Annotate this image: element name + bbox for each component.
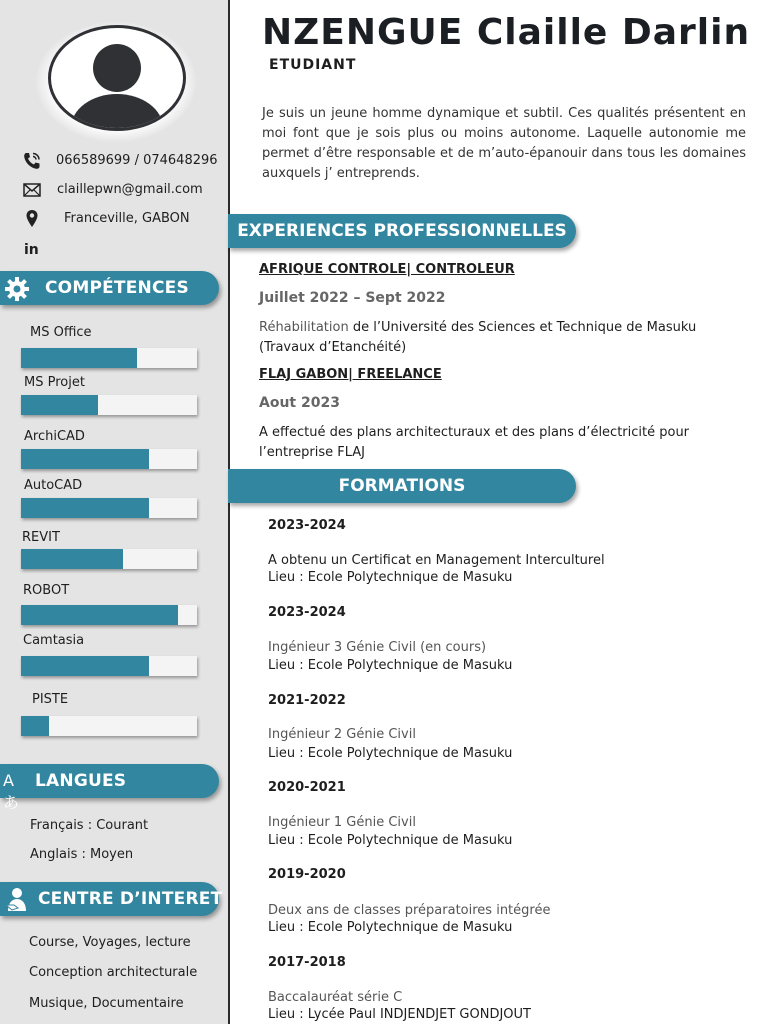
job-description-prefix: Réhabilitation (259, 320, 349, 335)
person-hand-icon (4, 887, 30, 913)
contact-phone (0, 150, 228, 172)
formation-year: 2021-2022 (268, 693, 346, 708)
job-date: Juillet 2022 – Sept 2022 (259, 290, 446, 306)
experiences-banner: EXPERIENCES PROFESSIONNELLES (228, 214, 576, 248)
formation-year: 2020-2021 (268, 780, 346, 795)
gear-icon (4, 276, 30, 302)
mail-icon (22, 180, 42, 200)
skill-bar-fill (21, 549, 123, 569)
interets-title: CENTRE D’INTERET (38, 889, 223, 909)
sidebar (0, 0, 228, 1024)
contact-location (0, 208, 228, 230)
langues-banner (0, 764, 219, 812)
skill-bar (21, 348, 197, 368)
intro-paragraph: Je suis un jeune homme dynamique et subtil. Ces qualités présentent en moi font que je sois plus ou moins autonome. Laquelle autonomie me permet d’être responsable et de m’auto-épanouir dans tous les domaines auxquels j’ entreprends. (262, 106, 746, 181)
skill-label: REVIT (22, 530, 60, 545)
phone-text: 066589699 / 074648296 (56, 153, 218, 168)
skill-bar (21, 549, 197, 569)
skill-label: ROBOT (23, 583, 70, 598)
formation-year: 2019-2020 (268, 867, 346, 882)
skill-bar (21, 498, 197, 518)
translate-icon: Aあ (3, 771, 20, 812)
page-title: NZENGUE Claille Darlin (262, 12, 751, 53)
interest-item: Course, Voyages, lecture (29, 935, 191, 950)
skill-label: MS Projet (24, 375, 85, 390)
formation-place: Lieu : Ecole Polytechnique de Masuku (268, 658, 513, 673)
skill-label: Camtasia (23, 633, 85, 648)
formation-place: Lieu : Ecole Polytechnique de Masuku (268, 570, 513, 585)
job-description-text: de l’Université des Sciences et Technique de Masuku (Travaux d’Etanchéité) (259, 320, 697, 355)
interest-item: Musique, Documentaire (29, 996, 184, 1011)
formation-title: Ingénieur 3 Génie Civil (en cours) (268, 640, 487, 655)
phone-icon (22, 151, 42, 171)
email-link[interactable]: claillepwn@gmail.com (57, 182, 203, 197)
skill-label: PISTE (32, 692, 69, 707)
avatar (36, 22, 196, 142)
language-item: Français : Courant (30, 818, 149, 833)
linkedin-icon[interactable]: in (24, 242, 39, 258)
formation-place: Lieu : Ecole Polytechnique de Masuku (268, 833, 513, 848)
job-description (259, 318, 743, 358)
skill-bar-fill (21, 395, 98, 415)
sidebar-divider (228, 0, 230, 1024)
skill-bar-fill (21, 348, 137, 368)
formation-title: Ingénieur 2 Génie Civil (268, 727, 416, 742)
job-role: ETUDIANT (269, 57, 357, 73)
formation-place: Lieu : Ecole Polytechnique de Masuku (268, 746, 513, 761)
skill-bar (21, 716, 197, 736)
job-date: Aout 2023 (259, 395, 340, 411)
job-title: AFRIQUE CONTROLE| CONTROLEUR (259, 262, 515, 277)
language-item: Anglais : Moyen (30, 847, 134, 862)
formation-place: Lieu : Lycée Paul INDJENDJET GONDJOUT (268, 1007, 531, 1022)
competences-banner (0, 271, 219, 305)
formation-year: 2023-2024 (268, 605, 346, 620)
job-description: A effectué des plans architecturaux et des plans d’électricité pour l’entreprise FLAJ (259, 425, 690, 460)
skill-label: MS Office (30, 325, 92, 340)
contact-email (0, 179, 228, 201)
skill-bar (21, 395, 197, 415)
langues-title: LANGUES (35, 771, 127, 791)
formation-title: A obtenu un Certificat en Management Interculturel (268, 553, 605, 568)
job-title: FLAJ GABON| FREELANCE (259, 367, 442, 382)
interest-item: Conception architecturale (29, 965, 198, 980)
skill-bar (21, 449, 197, 469)
skill-bar-fill (21, 449, 149, 469)
interets-banner (0, 882, 223, 916)
skill-bar-fill (21, 716, 49, 736)
skill-label: AutoCAD (24, 478, 83, 493)
formation-title: Ingénieur 1 Génie Civil (268, 815, 416, 830)
skill-bar-fill (21, 656, 149, 676)
location-text: Franceville, GABON (64, 211, 190, 226)
formation-title: Deux ans de classes préparatoires intégrée (268, 903, 551, 918)
skill-bar (21, 605, 197, 625)
formation-title: Baccalauréat série C (268, 990, 403, 1005)
competences-title: COMPÉTENCES (45, 278, 189, 298)
skill-bar-fill (21, 605, 178, 625)
skill-bar-fill (21, 498, 149, 518)
formation-year: 2017-2018 (268, 955, 346, 970)
skill-label: ArchiCAD (24, 429, 85, 444)
contact-linkedin[interactable] (0, 240, 228, 262)
avatar-user-icon (48, 25, 186, 131)
formation-year: 2023-2024 (268, 518, 346, 533)
location-pin-icon (22, 209, 42, 229)
formations-banner: FORMATIONS (228, 469, 576, 503)
skill-bar (21, 656, 197, 676)
formation-place: Lieu : Ecole Polytechnique de Masuku (268, 920, 513, 935)
